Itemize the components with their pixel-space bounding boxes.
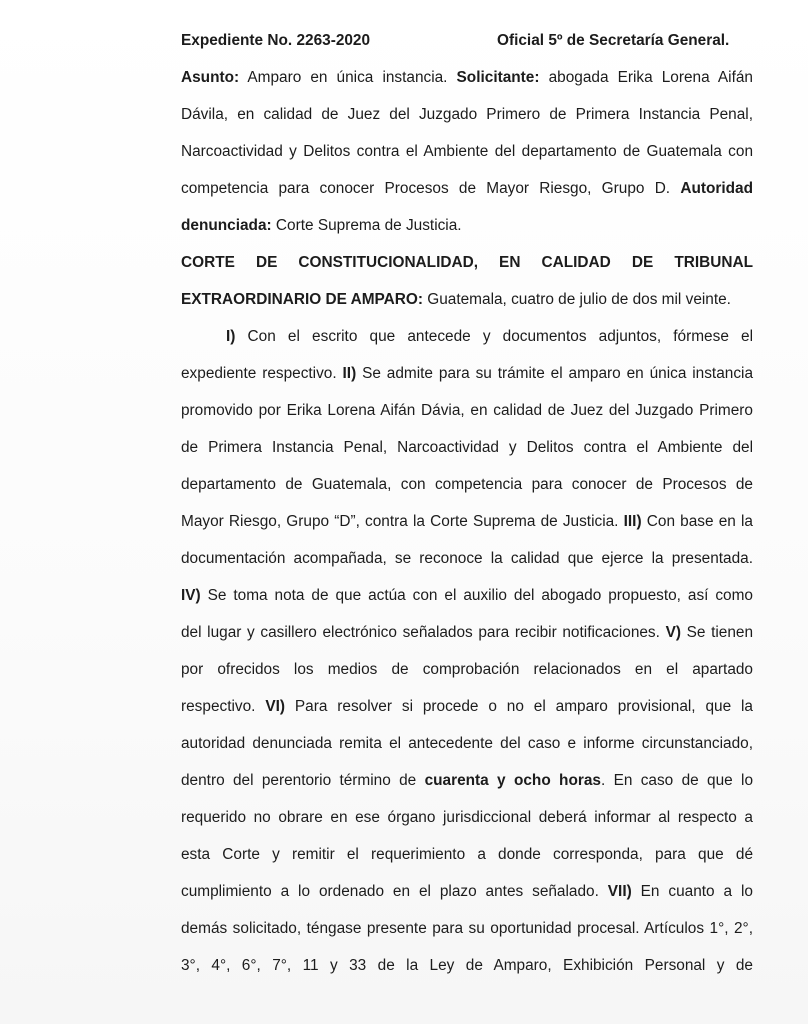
body-line-1: I) Con el escrito que antecede y documentos adjuntos, fórmese el xyxy=(226,328,753,345)
body-line-15: esta Corte y remitir el requerimiento a donde corresponda, para que dé xyxy=(181,846,753,863)
asunto-line-5: denunciada: Corte Suprema de Justicia. xyxy=(181,217,462,234)
corte-line-1: CORTE DE CONSTITUCIONALIDAD, EN CALIDAD DE TRIBUNAL xyxy=(181,254,753,271)
body-line-10: por ofrecidos los medios de comprobación relacionados en el apartado xyxy=(181,661,753,678)
oficial-label: Oficial 5º de Secretaría General. xyxy=(497,32,730,49)
body-line-12: autoridad denunciada remita el antecedente del caso e informe circunstanciado, xyxy=(181,735,753,752)
body-line-5: departamento de Guatemala, con competencia para conocer de Procesos de xyxy=(181,476,753,493)
asunto-line-2: Dávila, en calidad de Juez del Juzgado Primero de Primera Instancia Penal, xyxy=(181,106,753,123)
body-line-2: expediente respectivo. II) Se admite para su trámite el amparo en única instancia xyxy=(181,365,754,382)
body-line-11: respectivo. VI) Para resolver si procede o no el amparo provisional, que la xyxy=(181,698,753,715)
asunto-line-3: Narcoactividad y Delitos contra el Ambiente del departamento de Guatemala con xyxy=(181,143,753,160)
body-line-16: cumplimiento a lo ordenado en el plazo antes señalado. VII) En cuanto a lo xyxy=(181,883,753,900)
body-line-4: de Primera Instancia Penal, Narcoactividad y Delitos contra el Ambiente del xyxy=(181,439,753,456)
body-line-14: requerido no obrare en ese órgano jurisdiccional deberá informar al respecto a xyxy=(181,809,753,826)
body-line-7: documentación acompañada, se reconoce la calidad que ejerce la presentada. xyxy=(181,550,753,567)
expediente-number: Expediente No. 2263-2020 xyxy=(181,32,371,49)
asunto-line-1: Asunto: Amparo en única instancia. Solicitante: abogada Erika Lorena Aifán xyxy=(181,69,753,86)
body-line-17: demás solicitado, téngase presente para su oportunidad procesal. Artículos 1°, 2°, xyxy=(181,920,753,937)
body-line-6: Mayor Riesgo, Grupo “D”, contra la Corte Suprema de Justicia. III) Con base en la xyxy=(181,513,753,530)
corte-line-2: EXTRAORDINARIO DE AMPARO: Guatemala, cuatro de julio de dos mil veinte. xyxy=(181,291,731,308)
body-line-3: promovido por Erika Lorena Aifán Dávia, en calidad de Juez del Juzgado Primero xyxy=(181,402,753,419)
asunto-line-4: competencia para conocer Procesos de Mayor Riesgo, Grupo D. Autoridad xyxy=(181,180,753,197)
body-line-8: IV) Se toma nota de que actúa con el auxilio del abogado propuesto, así como xyxy=(181,587,753,604)
asunto-block xyxy=(181,59,753,984)
body-line-9: del lugar y casillero electrónico señalados para recibir notificaciones. V) Se tienen xyxy=(181,624,754,641)
body-line-13: dentro del perentorio término de cuarenta y ocho horas. En caso de que lo xyxy=(181,772,754,789)
body-line-18: 3°, 4°, 6°, 7°, 11 y 33 de la Ley de Amparo, Exhibición Personal y de xyxy=(181,957,753,974)
